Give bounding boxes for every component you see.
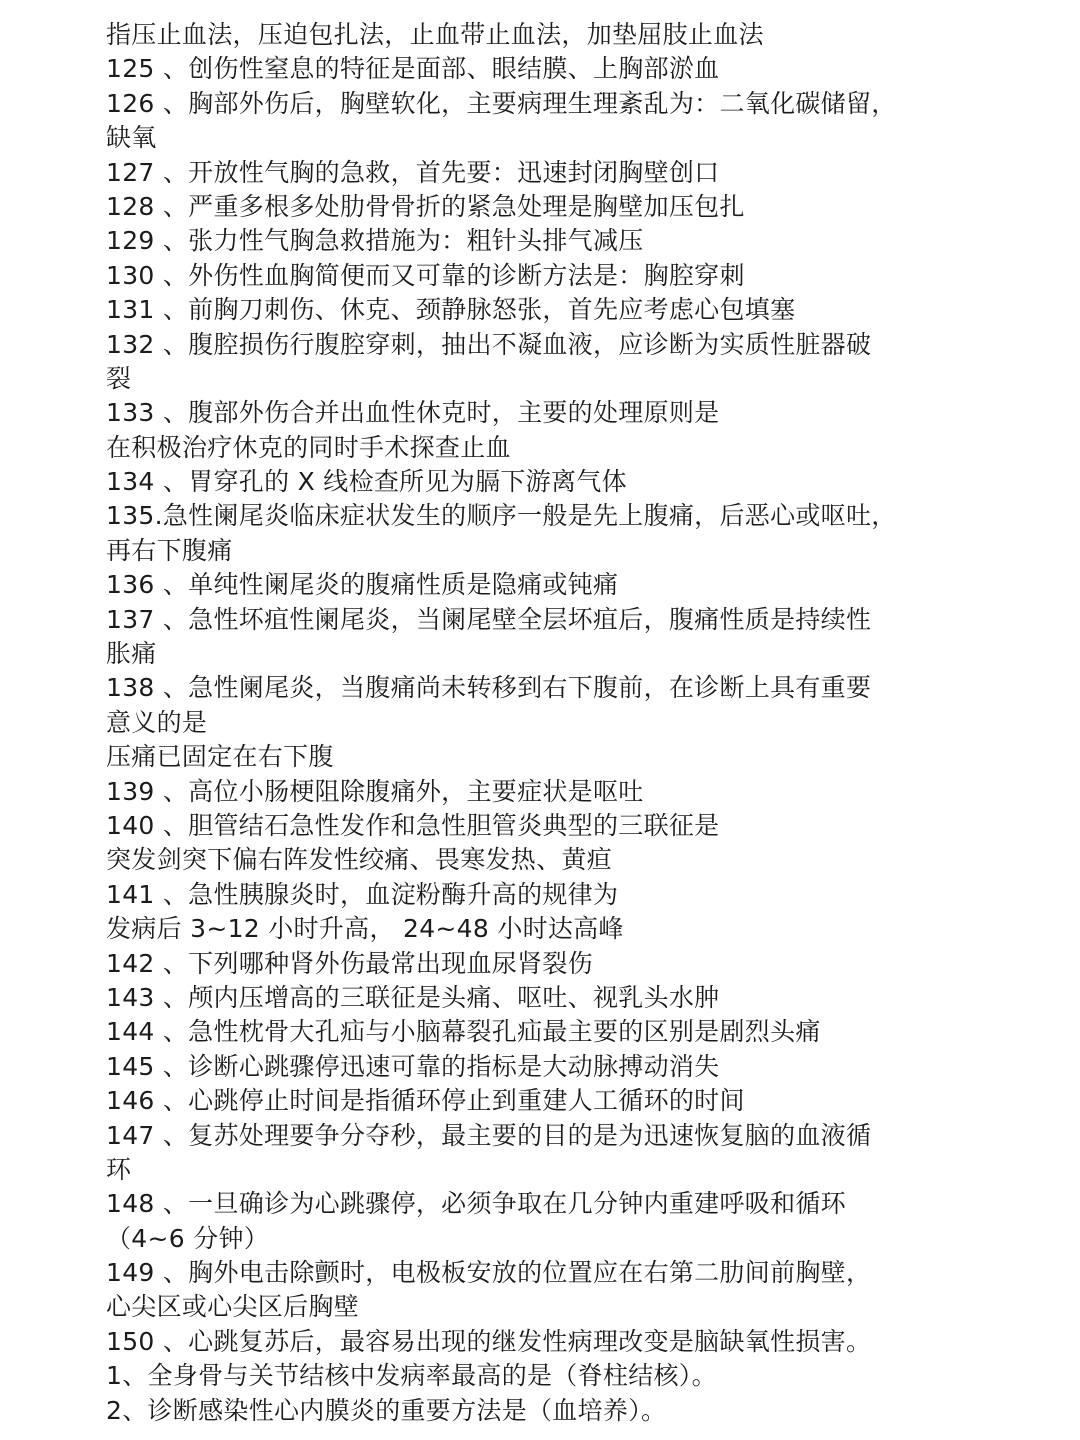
text-line: 144 、急性枕骨大孔疝与小脑幕裂孔疝最主要的区别是剧烈头痛 — [106, 1017, 821, 1047]
text-line: 140 、胆管结石急性发作和急性胆管炎典型的三联征是 — [106, 810, 720, 840]
document-text — [106, 18, 1066, 1428]
text-line: 126 、胸部外伤后，胸壁软化，主要病理生理紊乱为：二氧化碳储留， — [106, 88, 897, 118]
text-line: 149 、胸外电击除颤时，电极板安放的位置应在右第二肋间前胸壁， — [106, 1258, 872, 1288]
text-line: 发病后 3~12 小时升高， 24~48 小时达高峰 — [106, 914, 624, 944]
text-line: 意义的是 — [106, 707, 208, 737]
text-line: 142 、下列哪种肾外伤最常出现血尿肾裂伤 — [106, 948, 593, 978]
text-line: 150 、心跳复苏后，最容易出现的继发性病理改变是脑缺氧性损害。 — [106, 1326, 872, 1356]
text-line: 130 、外伤性血胸简便而又可靠的诊断方法是：胸腔穿刺 — [106, 260, 745, 290]
text-line: 133 、腹部外伤合并出血性休克时，主要的处理原则是 — [106, 398, 720, 428]
text-line: 148 、一旦确诊为心跳骤停，必须争取在几分钟内重建呼吸和循环 — [106, 1189, 846, 1219]
text-line: 134 、胃穿孔的 X 线检查所见为膈下游离气体 — [106, 467, 627, 497]
text-line: 136 、单纯性阑尾炎的腹痛性质是隐痛或钝痛 — [106, 570, 619, 600]
text-line: 141 、急性胰腺炎时，血淀粉酶升高的规律为 — [106, 879, 619, 909]
text-line: 137 、急性坏疽性阑尾炎，当阑尾壁全层坏疽后，腹痛性质是持续性 — [106, 604, 872, 634]
text-line: 138 、急性阑尾炎，当腹痛尚未转移到右下腹前，在诊断上具有重要 — [106, 673, 872, 703]
text-line: 突发剑突下偏右阵发性绞痛、畏寒发热、黄疸 — [106, 845, 613, 875]
text-line: 2、诊断感染性心内膜炎的重要方法是（血培养）。 — [106, 1395, 667, 1425]
text-line: 1、全身骨与关节结核中发病率最高的是（脊柱结核）。 — [106, 1361, 717, 1391]
text-line: 128 、严重多根多处肋骨骨折的紧急处理是胸壁加压包扎 — [106, 191, 745, 221]
text-line: 147 、复苏处理要争分夺秒，最主要的目的是为迅速恢复脑的血液循 — [106, 1120, 872, 1150]
text-line: 139 、高位小肠梗阻除腹痛外，主要症状是呕吐 — [106, 776, 644, 806]
text-line: 131 、前胸刀刺伤、休克、颈静脉怒张，首先应考虑心包填塞 — [106, 295, 796, 325]
text-line: 135.急性阑尾炎临床症状发生的顺序一般是先上腹痛，后恶心或呕吐， — [106, 501, 897, 531]
text-line: 127 、开放性气胸的急救，首先要：迅速封闭胸壁创口 — [106, 157, 720, 187]
text-line: 129 、张力性气胸急救措施为：粗针头排气减压 — [106, 226, 644, 256]
text-line: 胀痛 — [106, 639, 157, 669]
text-line: 环 — [106, 1154, 132, 1184]
text-line: 压痛已固定在右下腹 — [106, 742, 334, 772]
text-line: 146 、心跳停止时间是指循环停止到重建人工循环的时间 — [106, 1086, 745, 1116]
text-line: （4~6 分钟） — [106, 1223, 270, 1253]
text-line: 145 、诊断心跳骤停迅速可靠的指标是大动脉搏动消失 — [106, 1051, 720, 1081]
text-line: 缺氧 — [106, 123, 157, 153]
text-line: 心尖区或心尖区后胸壁 — [106, 1292, 360, 1322]
text-line: 裂 — [106, 363, 132, 393]
text-line: 再右下腹痛 — [106, 535, 233, 565]
text-line: 143 、颅内压增高的三联征是头痛、呕吐、视乳头水肿 — [106, 982, 720, 1012]
text-line: 指压止血法，压迫包扎法，止血带止血法，加垫屈肢止血法 — [106, 20, 764, 49]
text-line: 125 、创伤性窒息的特征是面部、眼结膜、上胸部淤血 — [106, 54, 720, 84]
text-line: 在积极治疗休克的同时手术探查止血 — [106, 432, 511, 462]
text-line: 132 、腹腔损伤行腹腔穿刺，抽出不凝血液，应诊断为实质性脏器破 — [106, 329, 872, 359]
